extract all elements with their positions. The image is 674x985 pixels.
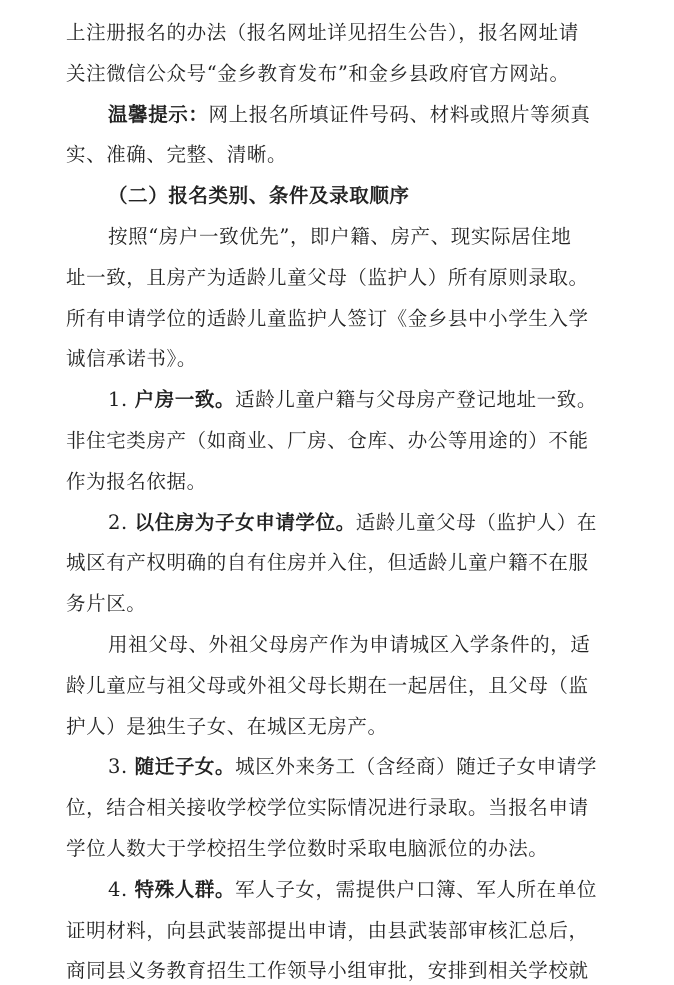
paragraph-line: 位，结合相关接收学校学位实际情况进行录取。当报名申请 (66, 796, 589, 820)
paragraph-line: 关注微信公众号“金乡教育发布”和金乡县政府官方网站。 (66, 61, 570, 85)
item-number: 3. (108, 755, 128, 779)
paragraph-line: 龄儿童应与祖父母或外祖父母长期在一起居住，且父母（监 (66, 673, 589, 697)
paragraph-line: 用祖父母、外祖父母房产作为申请城区入学条件的，适 (108, 633, 591, 656)
item-number: 1. (108, 388, 128, 412)
item-title: 以住房为子女申请学位。 (134, 510, 356, 534)
tip-text: 网上报名所填证件号码、材料或照片等须真 (208, 102, 591, 126)
section-heading (108, 182, 410, 210)
section-number: （二） (108, 184, 169, 208)
paragraph-line: 所有申请学位的适龄儿童监护人签订《金乡县中小学生入学 (66, 306, 589, 330)
item-text: 城区外来务工（含经商）随迁子女申请学 (235, 755, 597, 779)
paragraph-line: 护人）是独生子女、在城区无房产。 (66, 714, 388, 738)
paragraph-line: 务片区。 (66, 592, 147, 616)
item-title: 随迁子女。 (134, 755, 236, 779)
item-text: 军人子女，需提供户口簿、军人所在单位 (235, 877, 597, 901)
item-title: 特殊人群。 (134, 877, 236, 901)
item-text: 适龄儿童父母（监护人）在 (355, 510, 597, 534)
tip-label: 温馨提示： (108, 102, 209, 126)
item-number: 4. (108, 877, 135, 901)
item-number: 2. (108, 510, 128, 534)
paragraph-line: 非住宅类房产（如商业、厂房、仓库、办公等用途的）不能 (66, 429, 589, 452)
list-item (108, 386, 597, 414)
paragraph-line: 诚信承诺书》。 (66, 347, 197, 371)
item-title: 户房一致。 (134, 388, 236, 412)
tip-line (108, 101, 590, 129)
paragraph-line: 实、准确、完整、清晰。 (66, 143, 288, 167)
paragraph-line: 学位人数大于学校招生学位数时采取电脑派位的办法。 (66, 837, 549, 860)
paragraph-line: 城区有产权明确的自有住房并入住，但适龄儿童户籍不在服 (66, 551, 589, 575)
paragraph-line: 按照“房户一致优先”，即户籍、房产、现实际居住地 (108, 225, 572, 248)
item-text: 适龄儿童户籍与父母房产登记地址一致。 (235, 388, 597, 412)
paragraph-line: 作为报名依据。 (66, 469, 207, 493)
section-title: 报名类别、条件及录取顺序 (168, 184, 410, 208)
list-item (108, 876, 597, 904)
paragraph-line: 商同县义务教育招生工作领导小组审批，安排到相关学校就 (66, 959, 589, 983)
paragraph-line: 证明材料，向县武装部提出申请，由县武装部审核汇总后， (66, 918, 589, 942)
paragraph-line: 址一致，且房产为适龄儿童父母（监护人）所有原则录取。 (66, 265, 589, 289)
list-item (108, 509, 597, 537)
paragraph-line: 上注册报名的办法（报名网址详见招生公告），报名网址请 (66, 21, 579, 44)
list-item (108, 753, 597, 781)
